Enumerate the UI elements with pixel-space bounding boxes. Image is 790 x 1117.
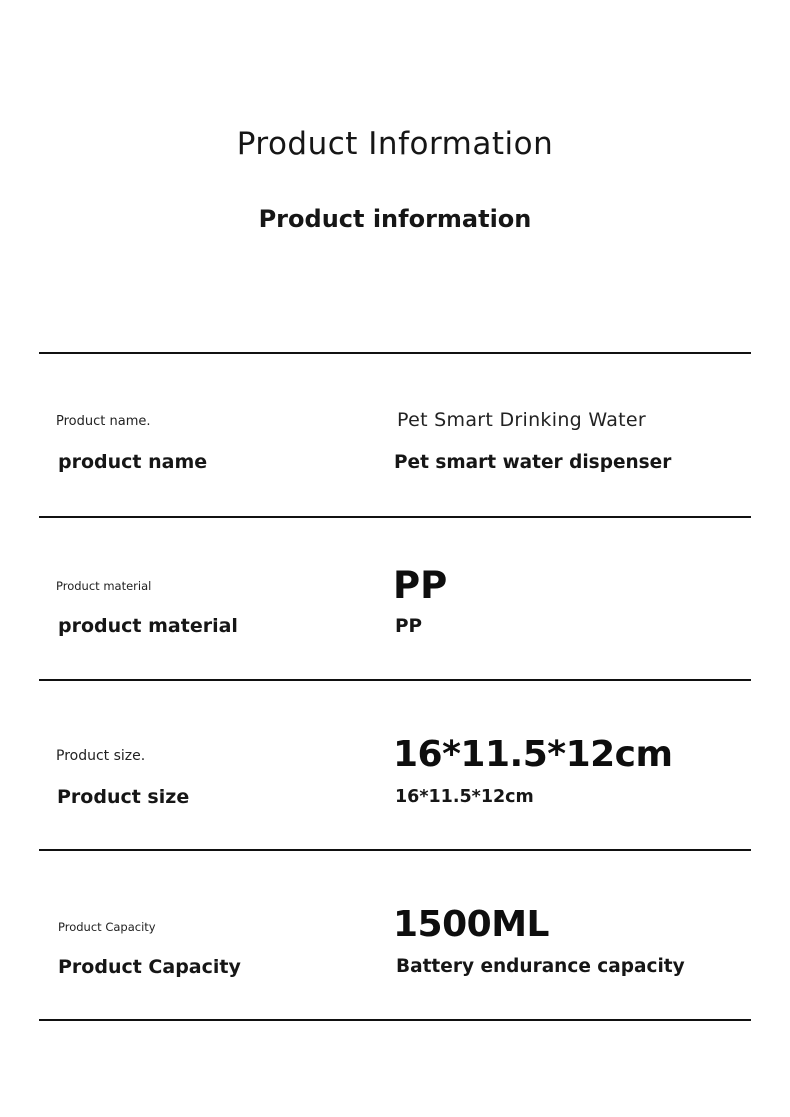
table-divider-bottom: [39, 1019, 751, 1021]
row-label-small: Product Capacity: [58, 920, 156, 934]
row-value-headline: Pet Smart Drinking Water: [397, 409, 647, 431]
table-divider-top: [39, 352, 751, 354]
row-label: product name: [58, 451, 208, 473]
row-value: Battery endurance capacity: [396, 956, 685, 977]
row-value: PP: [395, 616, 423, 637]
row-value-headline: 1500ML: [393, 904, 549, 945]
table-divider: [39, 516, 751, 518]
table-divider: [39, 849, 751, 851]
row-label-small: Product material: [56, 579, 152, 593]
row-label: Product Capacity: [58, 956, 241, 978]
page-subtitle: Product information: [258, 205, 532, 233]
row-value: 16*11.5*12cm: [395, 787, 534, 807]
table-divider: [39, 679, 751, 681]
row-value-headline: PP: [393, 564, 448, 607]
row-value: Pet smart water dispenser: [394, 452, 672, 473]
row-label: product material: [58, 615, 238, 637]
row-label-small: Product size.: [56, 748, 146, 764]
row-label-small: Product name.: [56, 414, 151, 429]
row-label: Product size: [57, 786, 190, 808]
row-value-headline: 16*11.5*12cm: [393, 734, 673, 775]
page-title: Product Information: [236, 126, 554, 162]
